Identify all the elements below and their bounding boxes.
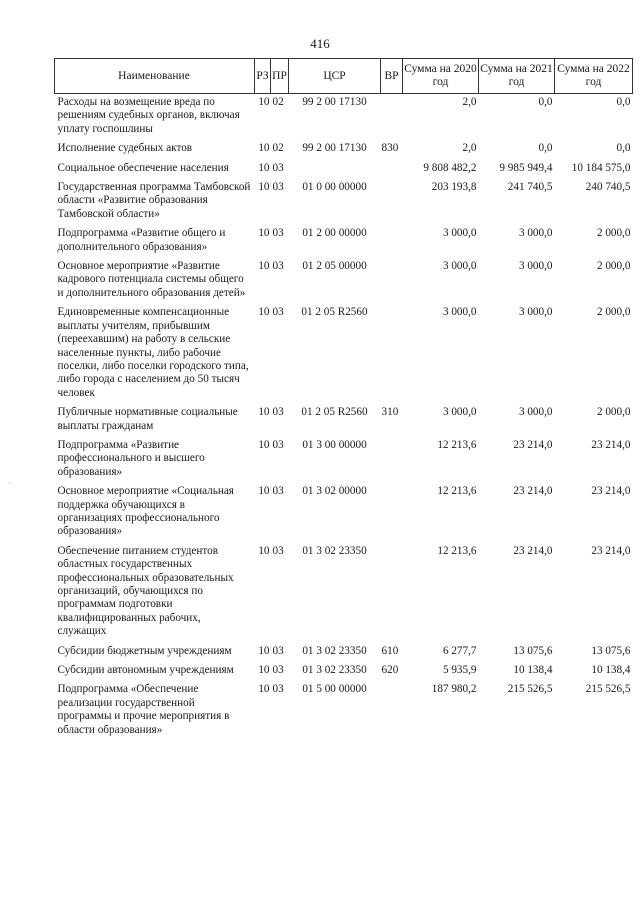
row-sum-2021: 13 075,6 [513, 644, 553, 657]
row-sum-2020: 3 000,0 [442, 406, 477, 419]
row-vr [381, 178, 403, 224]
row-sum-2020: 9 808 482,2 [423, 161, 477, 174]
row-sum-2021: 23 214,0 [513, 438, 553, 451]
row-vr: 610 [381, 644, 399, 657]
row-name: Исполнение судебных актов [57, 142, 193, 155]
row-rz: 10 [258, 161, 270, 174]
row-sum-2020: 12 213,6 [437, 438, 477, 451]
row-sum-2021: 3 000,0 [518, 260, 553, 273]
row-rz: 10 [258, 260, 270, 273]
row-sum-2022: 215 526,5 [585, 683, 631, 696]
row-name: Субсидии автономным учреждениям [57, 664, 234, 677]
row-sum-2022: 10 138,4 [591, 664, 631, 677]
margin-mark: · [8, 478, 11, 488]
row-csr: 01 0 00 00000 [302, 181, 367, 194]
row-vr [381, 94, 403, 140]
row-sum-2022: 13 075,6 [591, 644, 631, 657]
row-csr: 01 3 02 00000 [302, 485, 367, 498]
row-sum-2021: 9 985 949,4 [499, 161, 553, 174]
table-row [55, 661, 633, 680]
row-name: Основное мероприятие «Социальная поддержка обучающихся в организациях профессионального образования» [57, 485, 234, 538]
row-sum-2021: 10 138,4 [513, 664, 553, 677]
row-rz: 10 [258, 644, 270, 657]
row-pr: 03 [272, 683, 284, 696]
row-name: Подпрограмма «Обеспечение реализации государственной программы и прочие мероприятия в области образования» [57, 683, 230, 736]
budget-table [54, 58, 633, 740]
table-row [55, 303, 633, 403]
row-pr: 02 [272, 142, 284, 155]
row-sum-2020: 3 000,0 [442, 227, 477, 240]
row-sum-2021: 23 214,0 [513, 544, 553, 557]
row-pr: 02 [272, 96, 284, 108]
row-sum-2020: 2,0 [462, 96, 477, 108]
table-row [55, 542, 633, 642]
row-name: Публичные нормативные социальные выплаты гражданам [57, 406, 238, 432]
row-sum-2020: 12 213,6 [437, 544, 477, 557]
table-row [55, 224, 633, 257]
row-name: Подпрограмма «Развитие общего и дополнительного образования» [57, 227, 226, 253]
row-sum-2020: 203 193,8 [431, 181, 477, 194]
table-row [55, 680, 633, 740]
table-row [55, 94, 633, 140]
row-name: Основное мероприятие «Развитие кадрового потенциала системы общего и дополнительного образования детей» [57, 260, 246, 299]
row-vr [381, 159, 403, 178]
header-rz: РЗ [255, 59, 271, 94]
header-sum-2020: Сумма на 2020 год [403, 59, 479, 94]
row-sum-2021: 241 740,5 [507, 181, 553, 194]
row-pr: 03 [272, 544, 284, 557]
row-pr: 03 [272, 260, 284, 273]
row-sum-2020: 5 935,9 [442, 664, 477, 677]
table-row [55, 178, 633, 224]
row-pr: 03 [272, 406, 284, 419]
row-csr: 01 2 05 R2560 [301, 306, 368, 319]
header-pr: ПР [271, 59, 289, 94]
header-csr: ЦСР [289, 59, 381, 94]
row-sum-2021: 215 526,5 [507, 683, 553, 696]
row-sum-2021: 3 000,0 [518, 227, 553, 240]
row-sum-2020: 6 277,7 [442, 644, 477, 657]
row-sum-2022: 0,0 [616, 96, 631, 108]
row-pr: 03 [272, 181, 284, 194]
row-vr: 830 [381, 142, 399, 155]
row-name: Социальное обеспечение населения [57, 161, 229, 174]
row-pr: 03 [272, 664, 284, 677]
row-csr: 01 3 02 23350 [302, 664, 367, 677]
row-vr [381, 224, 403, 257]
row-sum-2022: 0,0 [616, 142, 631, 155]
row-name: Расходы на возмещение вреда по решениям судебных органов, включая уплату госпошлины [57, 96, 240, 135]
row-vr [381, 680, 403, 740]
row-vr [381, 542, 403, 642]
row-rz: 10 [258, 485, 270, 498]
row-rz: 10 [258, 181, 270, 194]
header-vr: ВР [381, 59, 403, 94]
row-pr: 03 [272, 161, 284, 174]
row-sum-2022: 10 184 575,0 [571, 161, 631, 174]
row-rz: 10 [258, 438, 270, 451]
row-rz: 10 [258, 306, 270, 319]
row-sum-2021: 3 000,0 [518, 406, 553, 419]
row-sum-2022: 23 214,0 [591, 485, 631, 498]
row-sum-2020: 187 980,2 [431, 683, 477, 696]
row-csr: 01 3 02 23350 [302, 644, 367, 657]
row-vr [381, 257, 403, 303]
table-body [55, 94, 633, 741]
row-rz: 10 [258, 406, 270, 419]
row-pr: 03 [272, 644, 284, 657]
table-row [55, 642, 633, 661]
row-pr: 03 [272, 306, 284, 319]
row-sum-2022: 2 000,0 [596, 260, 631, 273]
row-sum-2020: 3 000,0 [442, 306, 477, 319]
row-name: Обеспечение питанием студентов областных государственных профессиональных образовательных организаций, обучающихся по программам подготовки квалифицированных рабочих, служащих [57, 544, 234, 638]
table-header [55, 59, 633, 94]
row-rz: 10 [258, 664, 270, 677]
header-name: Наименование [55, 59, 255, 94]
row-csr [289, 159, 381, 178]
table-row [55, 403, 633, 436]
row-sum-2020: 12 213,6 [437, 485, 477, 498]
row-csr: 01 2 00 00000 [302, 227, 367, 240]
row-sum-2022: 2 000,0 [596, 306, 631, 319]
row-pr: 03 [272, 485, 284, 498]
row-sum-2020: 3 000,0 [442, 260, 477, 273]
table-row [55, 257, 633, 303]
row-rz: 10 [258, 96, 270, 108]
row-csr: 01 3 00 00000 [302, 438, 367, 451]
row-sum-2021: 3 000,0 [518, 306, 553, 319]
row-sum-2021: 0,0 [538, 142, 553, 155]
row-csr: 01 2 05 R2560 [301, 406, 368, 419]
row-pr: 03 [272, 227, 284, 240]
table-row [55, 139, 633, 158]
row-csr: 01 5 00 00000 [302, 683, 367, 696]
table-row [55, 482, 633, 542]
row-pr: 03 [272, 438, 284, 451]
row-name: Государственная программа Тамбовской области «Развитие образования Тамбовской области» [57, 181, 251, 220]
table-row [55, 436, 633, 482]
row-sum-2021: 23 214,0 [513, 485, 553, 498]
header-sum-2022: Сумма на 2022 год [555, 59, 633, 94]
page-number: 416 [310, 36, 330, 51]
row-csr: 99 2 00 17130 [302, 96, 367, 108]
row-sum-2022: 240 740,5 [585, 181, 631, 194]
row-csr: 99 2 00 17130 [302, 142, 367, 155]
row-sum-2020: 2,0 [462, 142, 477, 155]
row-rz: 10 [258, 544, 270, 557]
header-sum-2021: Сумма на 2021 год [479, 59, 555, 94]
row-vr [381, 436, 403, 482]
row-name: Подпрограмма «Развитие профессионального и высшего образования» [57, 438, 205, 478]
row-vr [381, 303, 403, 403]
row-sum-2022: 2 000,0 [596, 227, 631, 240]
table-row [55, 159, 633, 178]
row-vr [381, 482, 403, 542]
row-name: Субсидии бюджетным учреждениям [57, 644, 232, 657]
row-csr: 01 3 02 23350 [302, 544, 367, 557]
row-vr: 620 [381, 664, 399, 677]
row-vr: 310 [381, 406, 399, 419]
row-name: Единовременные компенсационные выплаты учителям, прибывшим (переехавшим) на работу в сельские населенные пункты, либо рабочие поселки, либо поселки городского типа, либо города с населением до 50 тысяч человек [57, 306, 249, 399]
row-rz: 10 [258, 227, 270, 240]
row-sum-2022: 23 214,0 [591, 438, 631, 451]
row-sum-2022: 23 214,0 [591, 544, 631, 557]
row-csr: 01 2 05 00000 [302, 260, 367, 273]
row-sum-2022: 2 000,0 [596, 406, 631, 419]
row-rz: 10 [258, 683, 270, 696]
row-rz: 10 [258, 142, 270, 155]
row-sum-2021: 0,0 [538, 96, 553, 108]
